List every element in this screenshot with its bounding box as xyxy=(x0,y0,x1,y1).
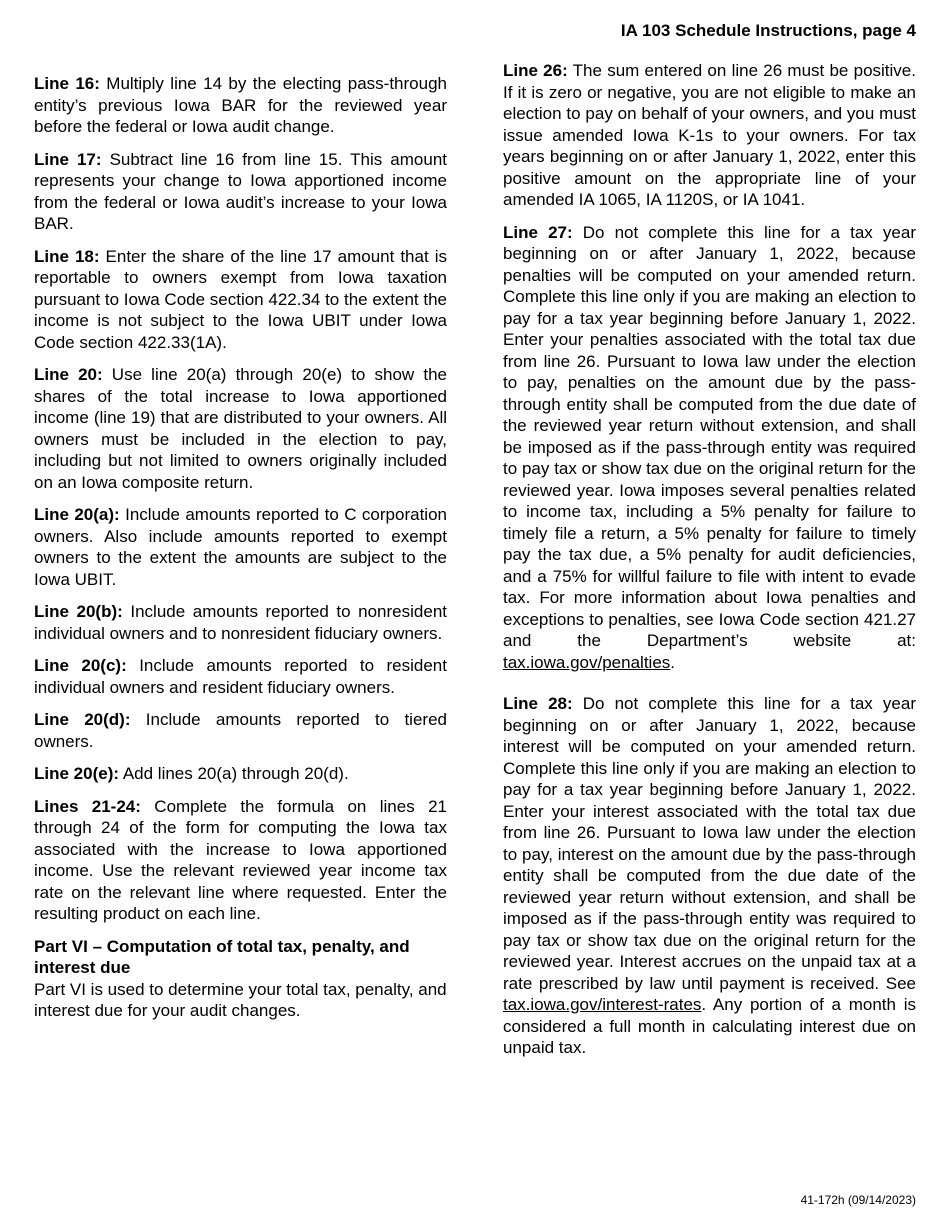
line-27-text: Do not complete this line for a tax year beginning on or after January 1, 2022, because penalties will be computed on your amended return. Complete this line only if you are making an election to pay for a tax year beginning before January 1, 2022. Enter your penalties associated with the total tax due from line 26. Pursuant to Iowa law under the election to pay, penalties on the amount due by the pass-through entity shall be computed from the due date of the reviewed year return without extension, and shall be imposed as if the pass-through entity was required to pay tax or show tax due on the original return for the reviewed year. Iowa imposes several penalties related to income tax, including a 5% penalty for failure to timely file a return, a 5% penalty for failure to timely pay the tax due, a 5% penalty for audit deficiencies, and a 75% for willful failure to file with intent to evade tax. For more information about Iowa penalties and exceptions to penalties, see Iowa Code section 421.27 and the Department’s website at: xyxy=(503,222,916,650)
left-column xyxy=(34,73,447,1022)
line-18-label: Line 18: xyxy=(34,246,100,266)
line-28-end: . Any portion of a month is considered a full month in calculating interest due on unpaid tax. xyxy=(503,995,916,1057)
line-20a-text: Include amounts reported to C corporation owners. Also include amounts reported to exempt owners to the extent the amounts are subject to the Iowa UBIT. xyxy=(34,505,447,589)
interest-rates-link[interactable]: tax.iowa.gov/interest-rates xyxy=(503,995,702,1014)
line-16-label: Line 16: xyxy=(34,74,100,93)
line-27-end: . xyxy=(670,652,676,672)
line-17-text: Subtract line 16 from line 15. This amount represents your change to Iowa apportioned income from the federal or Iowa audit’s increase to your Iowa BAR. xyxy=(34,149,447,233)
page-title: IA 103 Schedule Instructions, page 4 xyxy=(620,21,916,40)
line-20a-paragraph xyxy=(34,504,447,590)
line-20d-text: Include amounts reported to tiered owners. xyxy=(34,710,447,751)
penalties-link[interactable]: tax.iowa.gov/penalties xyxy=(503,652,671,672)
line-20d-label: Line 20(d): xyxy=(34,710,131,729)
right-column xyxy=(503,60,916,1070)
line-18-paragraph xyxy=(34,246,447,354)
line-28-paragraph xyxy=(503,693,916,1059)
line-17-label: Line 17: xyxy=(34,149,102,169)
line-20-label: Line 20: xyxy=(34,365,103,384)
line-20e-label: Line 20(e): xyxy=(34,764,120,783)
line-20b-label: Line 20(b): xyxy=(34,602,123,621)
part-vi-text: Part VI is used to determine your total tax, penalty, and interest due for your audit changes. xyxy=(34,979,447,1020)
line-20b-paragraph xyxy=(34,601,447,644)
lines-21-24-paragraph xyxy=(34,796,447,925)
line-20c-label: Line 20(c): xyxy=(34,656,127,675)
line-20b-text: Include amounts reported to nonresident individual owners and to nonresident fiduciary owners. xyxy=(34,602,447,643)
part-vi-heading: Part VI – Computation of total tax, penalty, and interest due xyxy=(34,936,410,977)
line-18-text: Enter the share of the line 17 amount that is reportable to owners exempt from Iowa taxation pursuant to Iowa Code section 422.34 to the extent the income is not subject to the Iowa UBIT under Iowa Code section 422.33(1A). xyxy=(34,246,448,352)
line-26-paragraph xyxy=(503,60,916,211)
line-20-text: Use line 20(a) through 20(e) to show the shares of the total increase to Iowa apportioned income (line 19) that are distributed to your owners. All owners must be included in the election to pay, including but not limited to owners originally included on an Iowa composite return. xyxy=(34,365,447,492)
lines-21-24-label: Lines 21-24: xyxy=(34,796,141,816)
line-20e-text: Add lines 20(a) through 20(d). xyxy=(119,764,349,783)
part-vi-section xyxy=(34,936,447,1022)
line-20c-text: Include amounts reported to resident individual owners and resident fiduciary owners. xyxy=(34,656,447,697)
lines-21-24-text: Complete the formula on lines 21 through 24 of the form for computing the Iowa tax associated with the increase to Iowa apportioned income. Use the relevant reviewed year income tax rate on the relevant line where requested. Enter the resulting product on each line. xyxy=(34,796,448,923)
line-16-text: Multiply line 14 by the electing pass-through entity’s previous Iowa BAR for the reviewed year before the federal or Iowa audit change. xyxy=(34,74,447,136)
line-20d-paragraph xyxy=(34,709,447,752)
line-28-text: Do not complete this line for a tax year beginning on or after January 1, 2022, because interest will be computed on your amended return. Complete this line only if you are making an election to pay for a tax year beginning before January 1, 2022. Enter your interest associated with the total tax due from line 26. Pursuant to Iowa law under the election to pay, interest on the amount due by the pass-through entity shall be computed from the due date of the reviewed year return without extension, and shall be imposed as if the pass-through entity was required to pay tax or show tax due on the original return for the reviewed year. Interest accrues on the unpaid tax at a rate prescribed by law until payment is received. See xyxy=(503,694,916,993)
line-20-paragraph xyxy=(34,364,447,493)
line-26-text: The sum entered on line 26 must be positive. If it is zero or negative, you are not eligible to make an election to pay on behalf of your owners, and you must issue amended Iowa K-1s to your owners. For tax years beginning on or after January 1, 2022, enter this positive amount on the appropriate line of your amended IA 1065, IA 1120S, or IA 1041. xyxy=(503,61,916,209)
line-20a-label: Line 20(a): xyxy=(34,505,120,524)
line-20c-paragraph xyxy=(34,655,447,698)
line-16-paragraph xyxy=(34,73,447,138)
form-id-footer: 41-172h (09/14/2023) xyxy=(800,1193,916,1207)
line-28-label: Line 28: xyxy=(503,694,573,713)
line-26-label: Line 26: xyxy=(503,61,568,80)
line-20e-paragraph xyxy=(34,763,447,785)
line-27-label: Line 27: xyxy=(503,222,573,242)
line-27-paragraph xyxy=(503,222,916,674)
line-17-paragraph xyxy=(34,149,447,235)
